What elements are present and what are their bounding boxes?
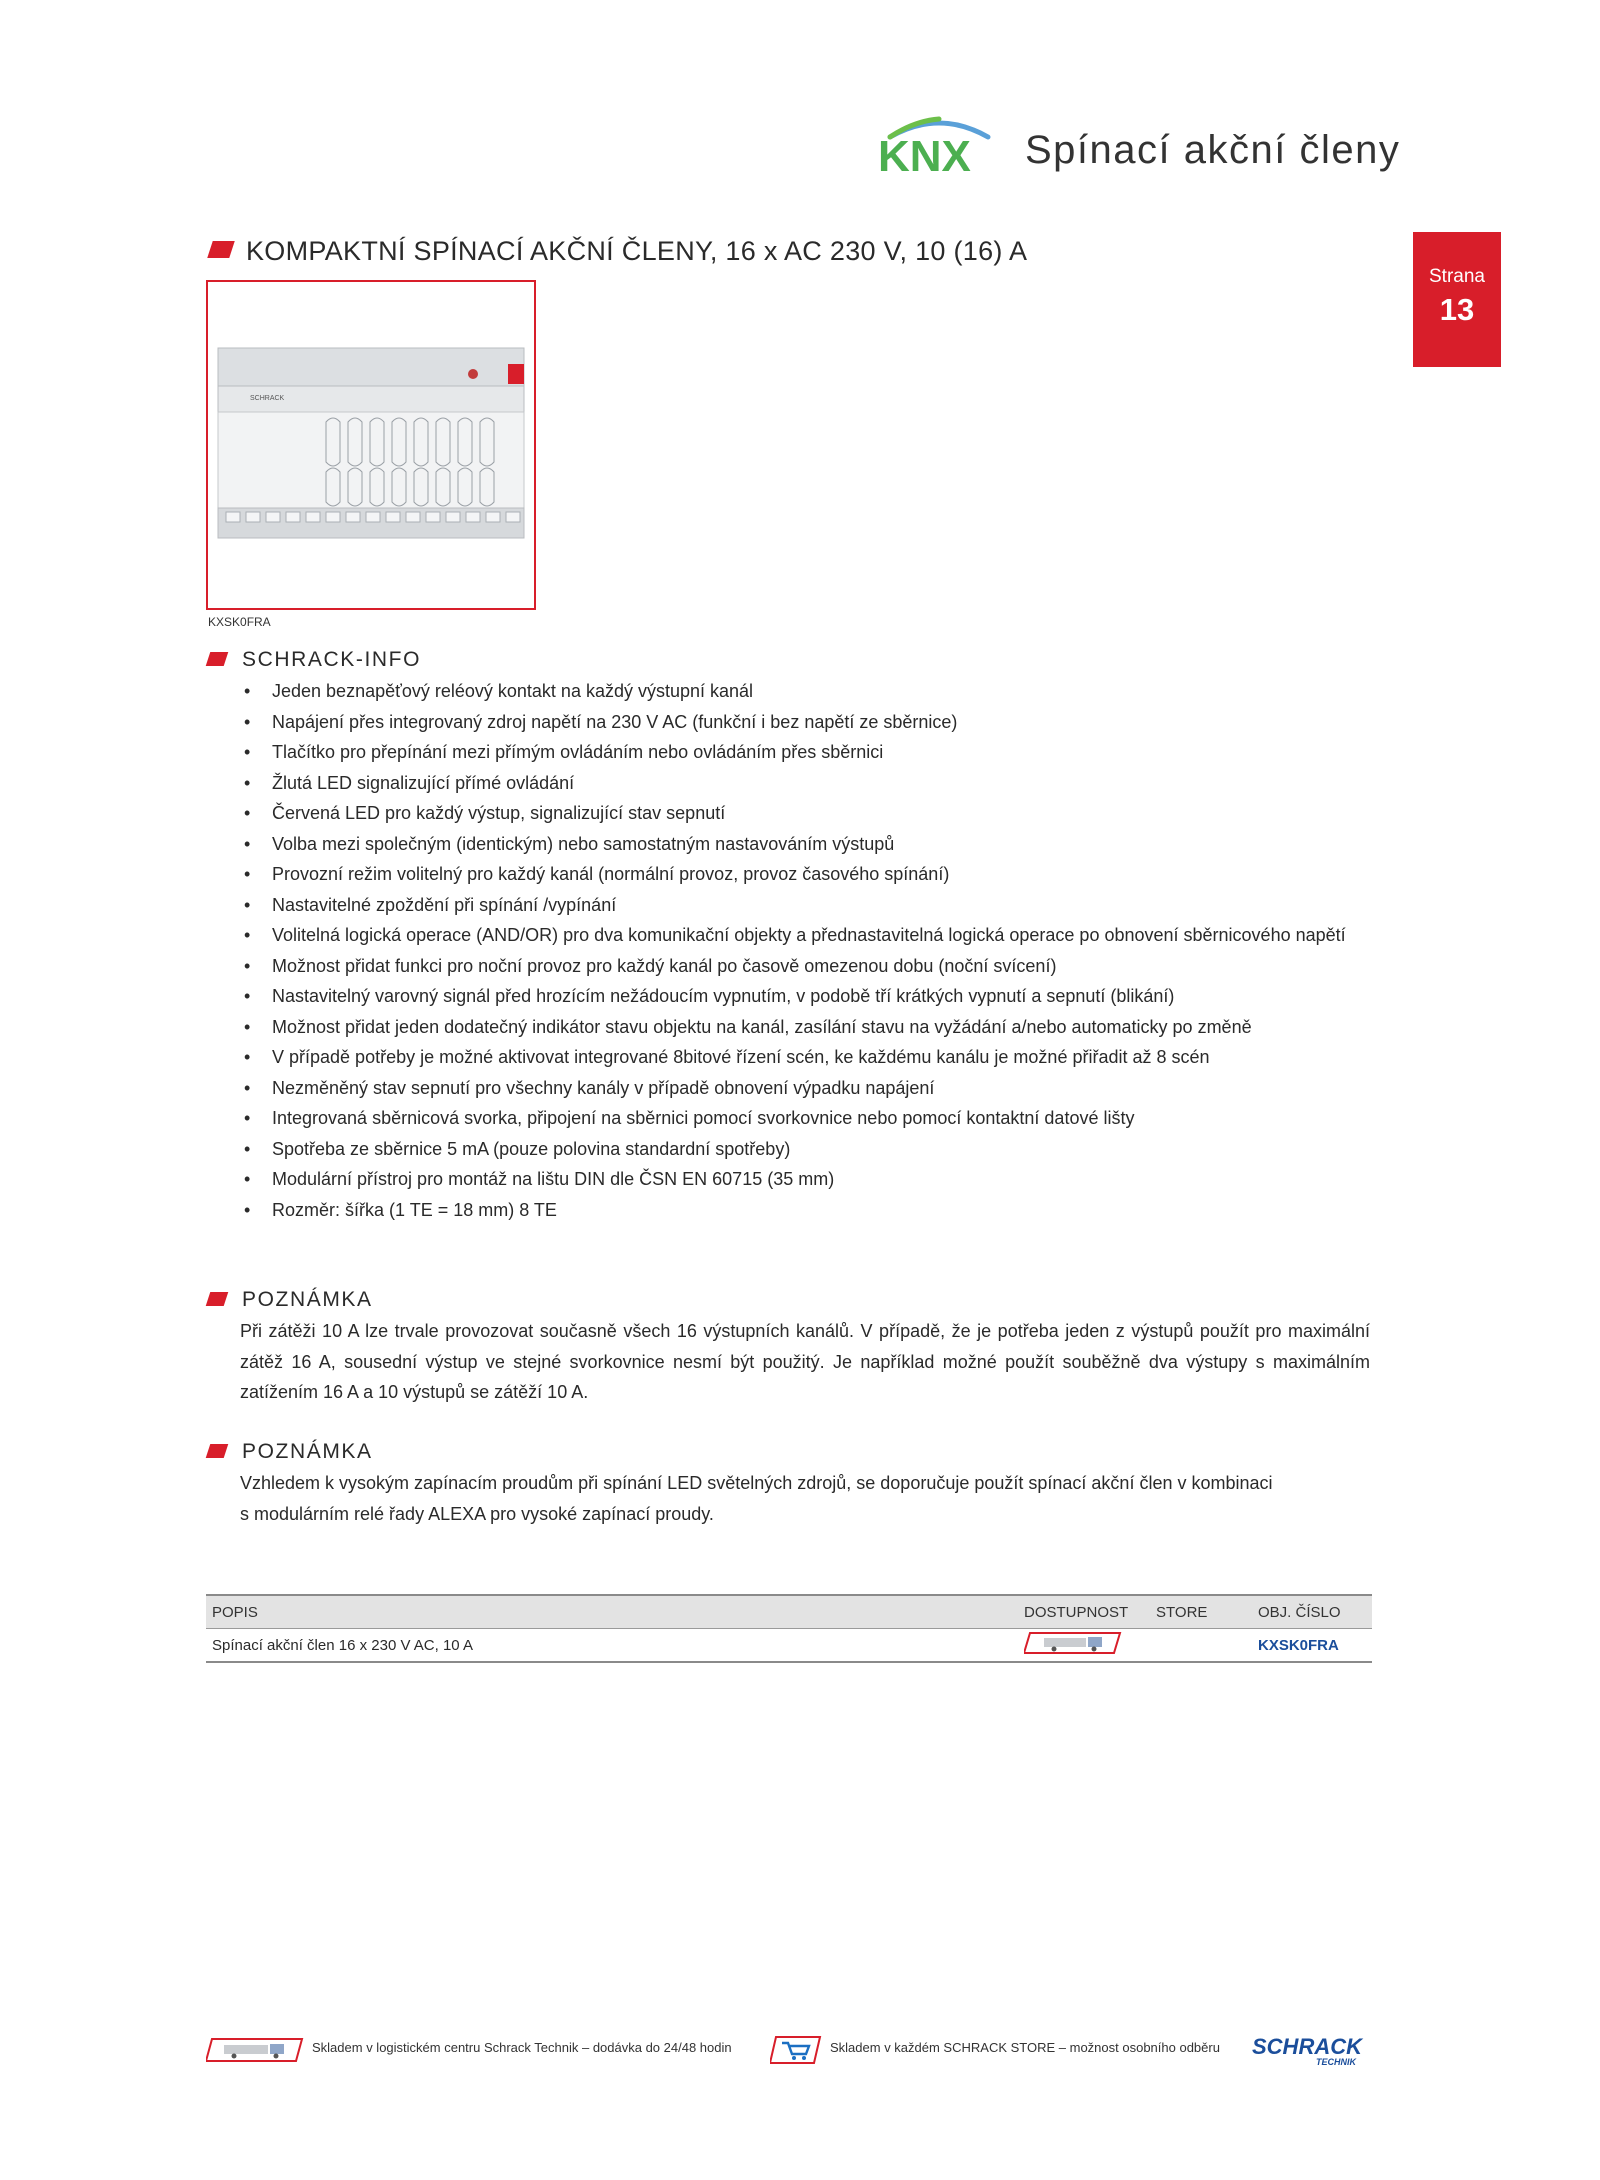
schrack-info-list	[240, 676, 1370, 1225]
info-list-item: • Červená LED pro každý výstup, signalizující stav sepnutí	[240, 798, 1370, 829]
section-marker-icon	[206, 1292, 229, 1306]
note-text-line: s modulárním relé řady ALEXA pro vysoké zapínací proudy.	[240, 1503, 714, 1524]
footer-store-text: Skladem v každém SCHRACK STORE – možnost osobního odběru	[830, 2040, 1220, 2055]
page-tab-label: Strana	[1429, 266, 1485, 287]
svg-text:SCHRACK: SCHRACK	[250, 395, 285, 402]
info-list-item: • Nastavitelné zpoždění při spínání /vypínání	[240, 890, 1370, 921]
cell-dostupnost	[1018, 1629, 1150, 1663]
info-list-item: • V případě potřeby je možné aktivovat integrované 8bitové řízení scén, ke každému kanálu je možné přiřadit až 8 scén	[240, 1042, 1370, 1073]
section-marker-icon	[207, 241, 235, 258]
cell-obj-cislo[interactable]	[1252, 1629, 1372, 1663]
note-text	[240, 1468, 1370, 1529]
order-table	[206, 1594, 1372, 1663]
cell-popis: Spínací akční člen 16 x 230 V AC, 10 A	[206, 1629, 1018, 1663]
info-list-item: • Tlačítko pro přepínání mezi přímým ovládáním nebo ovládáním přes sběrnici	[240, 737, 1370, 768]
section-marker-icon	[206, 1444, 229, 1458]
column-header-obj-cislo: OBJ. ČÍSLO	[1252, 1595, 1372, 1629]
knx-logo	[876, 113, 1002, 175]
table-row	[206, 1629, 1372, 1663]
note-text: Při zátěži 10 A lze trvale provozovat současně všech 16 výstupních kanálů. V případě, že je potřeba jeden z výstupů použít pro maximální zátěž 16 A, sousední výstup ve stejné svorkovnice nesmí být použitý. Je například možné použít souběžně dva výstupy s maximálním zatížením 16 A a 10 výstupů se zátěží 10 A.	[240, 1321, 1370, 1402]
knx-logo-text: KNX	[878, 132, 971, 175]
info-list-item: • Integrovaná sběrnicová svorka, připojení na sběrnici pomocí svorkovnice nebo pomocí kontaktní datové lišty	[240, 1103, 1370, 1134]
info-list-item: • Volitelná logická operace (AND/OR) pro dva komunikační objekty a přednastavitelná logická operace po obnovení sběrnicového napětí	[240, 920, 1370, 951]
truck-icon	[206, 2036, 304, 2064]
info-list-item: • Provozní režim volitelný pro každý kanál (normální provoz, provoz časového spínání)	[240, 859, 1370, 890]
section-title-text: KOMPAKTNÍ SPÍNACÍ AKČNÍ ČLENY, 16 x AC 230 V, 10 (16) A	[246, 236, 1028, 266]
info-list-item: • Nastavitelný varovný signál před hrozícím nežádoucím vypnutím, v podobě tří krátkých vypnutí a sepnutí (blikání)	[240, 981, 1370, 1012]
info-list-item: • Možnost přidat jeden dodatečný indikátor stavu objektu na kanál, zasílání stavu na vyžádání a/nebo automaticky po změně	[240, 1012, 1370, 1043]
note-heading-text: POZNÁMKA	[242, 1440, 373, 1463]
table-header-row	[206, 1595, 1372, 1629]
product-image-code: KXSK0FRA	[208, 615, 271, 629]
column-header-store: STORE	[1150, 1595, 1252, 1629]
page-number-tab	[1413, 232, 1501, 367]
info-list-item: • Nezměněný stav sepnutí pro všechny kanály v případě obnovení výpadku napájení	[240, 1073, 1370, 1104]
shopping-cart-icon	[770, 2034, 822, 2066]
svg-text:SCHRACK: SCHRACK	[1252, 2034, 1362, 2059]
info-list-item: • Spotřeba ze sběrnice 5 mA (pouze polovina standardní spotřeby)	[240, 1134, 1370, 1165]
product-image	[206, 280, 536, 610]
section-marker-icon	[206, 652, 229, 666]
page-header-title: Spínací akční členy	[1025, 128, 1401, 172]
page-tab-number: 13	[1439, 292, 1475, 327]
note-heading-text: POZNÁMKA	[242, 1288, 373, 1311]
info-list-item: • Možnost přidat funkci pro noční provoz pro každý kanál po časově omezenou dobu (noční svícení)	[240, 951, 1370, 982]
info-list-item: • Modulární přístroj pro montáž na lištu DIN dle ČSN EN 60715 (35 mm)	[240, 1164, 1370, 1195]
info-list-item: • Rozměr: šířka (1 TE = 18 mm) 8 TE	[240, 1195, 1370, 1226]
order-number-link[interactable]: KXSK0FRA	[1258, 1636, 1339, 1654]
info-list-item: • Žlutá LED signalizující přímé ovládání	[240, 768, 1370, 799]
svg-text:TECHNIK: TECHNIK	[1316, 2057, 1356, 2067]
schrack-logo	[1246, 2030, 1372, 2070]
schrack-info-heading-text: SCHRACK-INFO	[242, 648, 422, 671]
cell-store	[1150, 1629, 1252, 1663]
info-list-item: • Napájení přes integrovaný zdroj napětí na 230 V AC (funkční i bez napětí ze sběrnice)	[240, 707, 1370, 738]
column-header-dostupnost: DOSTUPNOST	[1018, 1595, 1150, 1629]
truck-icon	[1024, 1629, 1124, 1657]
footer-truck-text: Skladem v logistickém centru Schrack Technik – dodávka do 24/48 hodin	[312, 2040, 732, 2055]
info-list-item: • Jeden beznapěťový reléový kontakt na každý výstupní kanál	[240, 676, 1370, 707]
info-list-item: • Volba mezi společným (identickým) nebo samostatným nastavováním výstupů	[240, 829, 1370, 860]
page-footer	[206, 2030, 1376, 2070]
note-text-line: Vzhledem k vysokým zapínacím proudům při spínání LED světelných zdrojů, se doporučuje použít spínací akční člen v kombinaci	[240, 1473, 1273, 1493]
column-header-popis: POPIS	[206, 1595, 1018, 1629]
din-rail-actuator-illustration	[208, 282, 534, 608]
